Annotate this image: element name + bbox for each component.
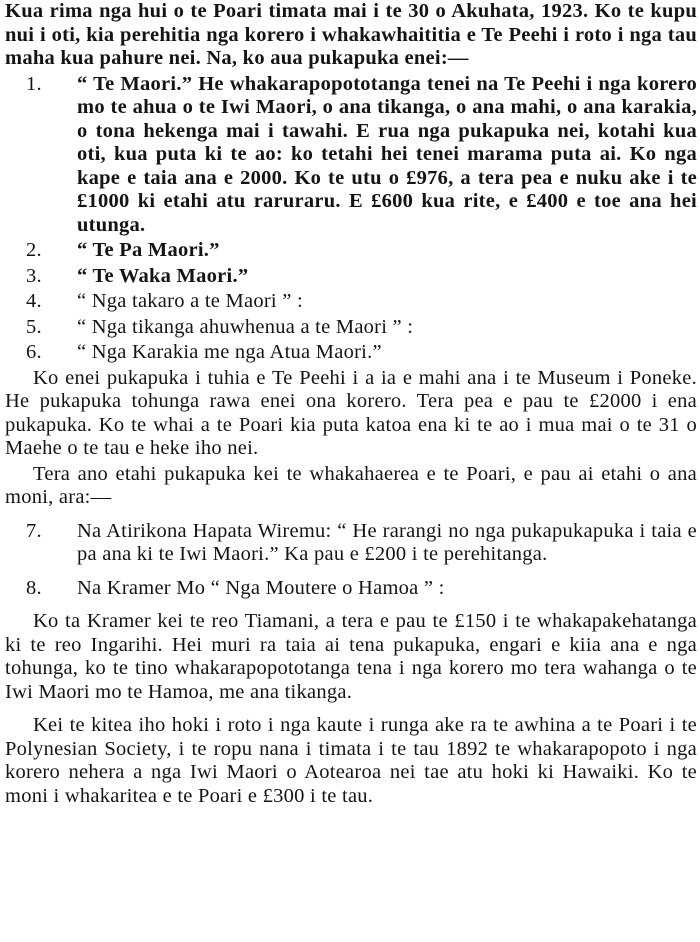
list-item-text: Na Kramer Mo “ Nga Moutere o Hamoa ” : bbox=[77, 576, 445, 599]
publication-list bbox=[5, 73, 697, 365]
list-item-text: Na Atirikona Hapata Wiremu: “ He rarangi no nga pukapukapuka i taia e pa ana ki te Iwi Maori.” Ka pau e £200 i te perehitanga. bbox=[77, 519, 697, 565]
list-item-text: “ Te Pa Maori.” bbox=[77, 239, 220, 261]
list-item-number: 1. bbox=[26, 72, 42, 95]
list-item-text: “ Nga takaro a te Maori ” : bbox=[77, 290, 303, 312]
list-item-number: 2. bbox=[26, 239, 42, 261]
intro-paragraph: Kua rima nga hui o te Poari timata mai i te 30 o Akuhata, 1923. Ko te kupu nui i oti, kia perehitia nga korero i whakawhaititia e Te Peehi i roto i nga tau maha kua pahure nei. Na, ko aua pukapuka enei:— bbox=[5, 0, 697, 69]
list-item-number: 3. bbox=[26, 264, 42, 287]
list-item bbox=[5, 73, 697, 238]
list-item-text: “ Te Waka Maori.” bbox=[77, 264, 249, 287]
list-item-text: “ Nga Karakia me nga Atua Maori.” bbox=[77, 341, 382, 363]
list-item bbox=[5, 341, 697, 365]
list-item bbox=[5, 520, 697, 567]
list-item-text: “ Te Maori.” He whakarapopototanga tenei na Te Peehi i nga korero mo te ahua o te Iwi Maori, o ana tikanga, o ana mahi, o ana karakia, o tona hekenga mai i tawahi. E rua nga pukapuka nei, kotahi kua oti, kua puta ki te ao: ko tetahi hei tenei marama puta ai. Ko nga kape e taia ana e 2000. Ko te utu o £976, a tera pea e nuku ake i te £1000 ki etahi atu raruraru. E £600 kua rite, e £400 e toe ana hei utunga. bbox=[77, 72, 697, 236]
list-item-number: 5. bbox=[26, 315, 42, 338]
kramer-paragraph: Ko ta Kramer kei te reo Tiamani, a tera e pau te £150 i te whakapakehatanga ki te reo Ingarihi. Hei muri ra taia ai tena pukapuka, engari e kiia ana e nga tohunga, ko te tino whakarapopototanga tena i nga korero mo tera wahanga o te Iwi Maori mo te Hamoa, me ana tikanga. bbox=[5, 610, 697, 703]
polynesian-society-paragraph: Kei te kitea iho hoki i roto i nga kaute i runga ake ra te awhina a te Poari i te Polynesian Society, i te ropu nana i timata i te tau 1892 te whakarapopoto i nga korero nehera a nga Iwi Maori o Aotearoa nei tae atu hoki ki Hawaiki. Ko te moni i whakaritea e te Poari e £300 i te tau. bbox=[5, 714, 697, 807]
list-item bbox=[5, 290, 697, 314]
museum-paragraph: Ko enei pukapuka i tuhia e Te Peehi i a ia e mahi ana i te Museum i Poneke. He pukapuka tohunga rawa enei ona korero. Tera pea e pau te £2000 i ena pukapuka. Ko te whai a te Poari kia puta katoa ena ki te ao i mua mai o te 31 o Maehe o te tau e heke iho nei. bbox=[5, 366, 697, 459]
list-item bbox=[5, 577, 697, 601]
list-item bbox=[5, 239, 697, 263]
list-item bbox=[5, 316, 697, 340]
list-item-text: “ Nga tikanga ahuwhenua a te Maori ” : bbox=[77, 315, 414, 338]
list-item-number: 8. bbox=[26, 576, 42, 599]
other-publications-paragraph: Tera ano etahi pukapuka kei te whakahaerea e te Poari, e pau ai etahi o ana moni, ara:— bbox=[5, 462, 697, 508]
list-item-number: 4. bbox=[26, 290, 42, 312]
list-item bbox=[5, 265, 697, 289]
list-item-number: 6. bbox=[26, 341, 42, 363]
list-item-number: 7. bbox=[26, 519, 42, 542]
